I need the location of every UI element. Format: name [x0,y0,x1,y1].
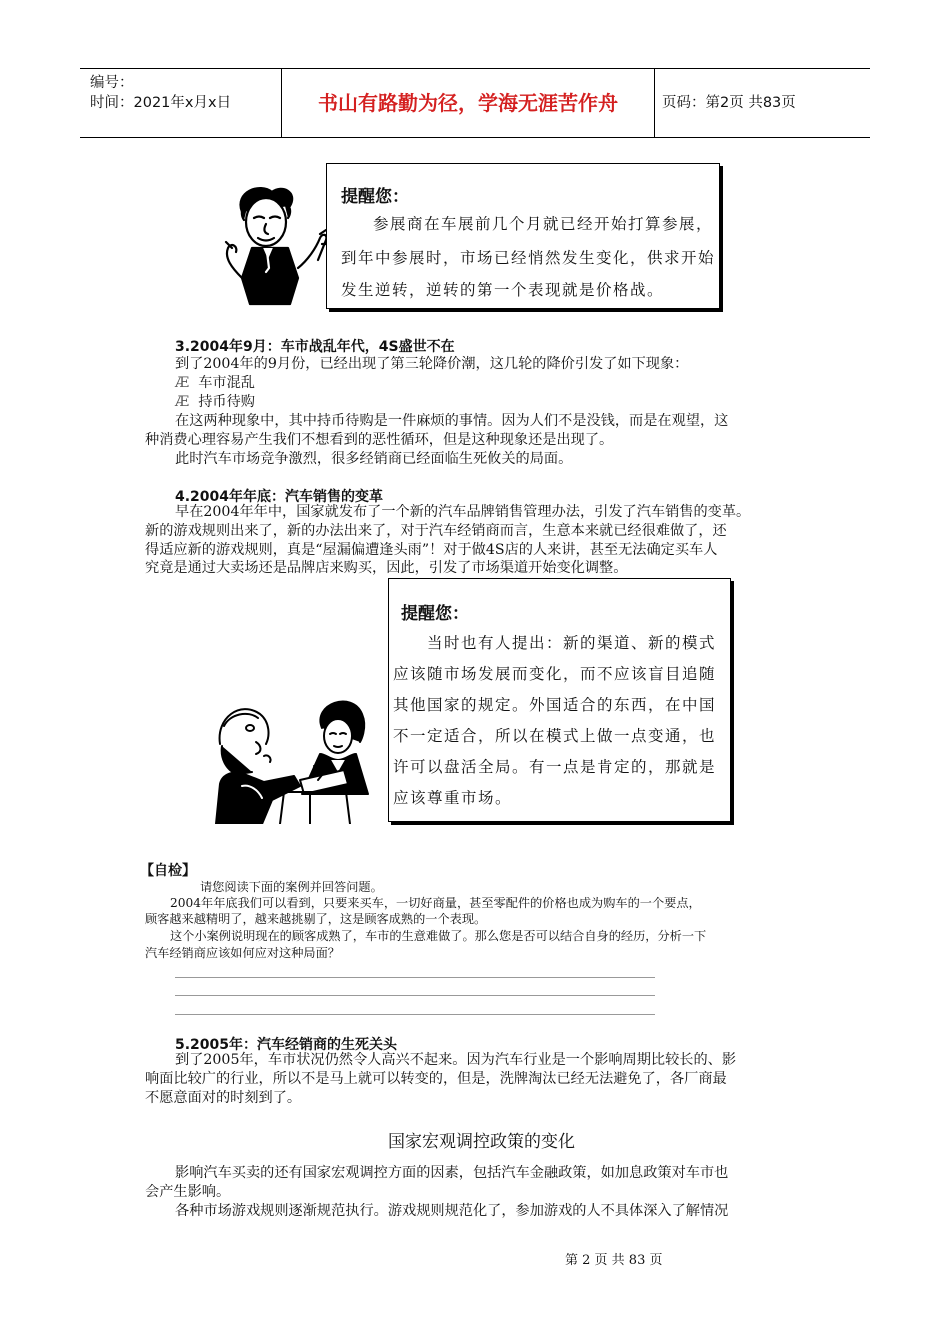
tip-box-2 [388,578,731,822]
paragraph-line: 在这两种现象中，其中持币待购是一件麻烦的事情。因为人们不是没钱，而是在观望，这 [175,413,729,429]
tip-line: 当时也有人提出：新的渠道、新的模式 [427,634,717,652]
selfcheck-line: 顾客越来越精明了，越来越挑剔了，这是顾客成熟的一个表现。 [145,912,487,926]
paragraph-line: 到了2004年的9月份，已经出现了第三轮降价潮，这几轮的降价引发了如下现象： [175,356,689,372]
paragraph-line: 不愿意面对的时刻到了。 [145,1090,302,1106]
section-title: 国家宏观调控政策的变化 [388,1132,575,1152]
header-meta [80,69,282,137]
tip-title: 提醒您： [341,187,409,207]
selfcheck-line: 汽车经销商应该如何应对这种局面？ [145,946,340,960]
bullet-item [175,392,255,412]
page-footer: 第 2 页 共 83 页 [565,1253,663,1268]
paragraph-line: 得适应新的游戏规则，真是“屋漏偏遭逢头雨”！对于做4S店的人来讲，甚至无法确定买车人 [145,542,718,558]
selfcheck-line: 这个小案例说明现在的顾客成熟了，车市的生意难做了。那么您是否可以结合自身的经历，分析一下 [170,929,707,943]
tip-title: 提醒您： [401,604,469,624]
header-page-label: 页码：第2页 共83页 [662,95,796,111]
paragraph-line: 此时汽车市场竞争激烈，很多经销商已经面临生死攸关的局面。 [175,451,573,467]
selfcheck-line: 请您阅读下面的案例并回答问题。 [200,880,383,894]
tip-box-1 [326,163,720,309]
tip-line: 不一定适合，所以在模式上做一点变通，也 [393,727,717,745]
tip-line: 参展商在车展前几个月就已经开始打算参展， [373,215,714,233]
bullet-text: 持币待购 [198,394,255,410]
answer-line[interactable] [175,995,655,996]
bullet-text: 车市混乱 [198,375,255,391]
meeting-illustration [210,694,382,824]
paragraph-line: 影响汽车买卖的还有国家宏观调控方面的因素，包括汽车金融政策，如加息政策对车市也 [175,1165,729,1181]
selfcheck-label: 【自检】 [140,863,196,879]
answer-line[interactable] [175,977,655,978]
doc-time-label: 时间：2021年x月x日 [90,95,232,111]
header-motto: 书山有路勤为径，学海无涯苦作舟 [282,69,655,137]
section-heading: 4.2004年年底：汽车销售的变革 [175,489,384,505]
section-heading: 3.2004年9月：车市战乱年代，4S盛世不在 [175,339,455,355]
paragraph-line: 会产生影响。 [145,1184,231,1200]
paragraph-line: 响面比较广的行业，所以不是马上就可以转变的，但是，洗牌淘汰已经无法避免了，各厂商最 [145,1071,727,1087]
page-header [80,68,870,138]
doc-number-label: 编号： [90,75,134,91]
tip-line: 到年中参展时，市场已经悄然发生变化，供求开始 [341,249,716,267]
paragraph-line: 究竟是通过大卖场还是品牌店来购买，因此，引发了市场渠道开始变化调整。 [145,560,628,576]
paragraph-line: 新的游戏规则出来了，新的办法出来了，对于汽车经销商而言，生意本来就已经很难做了，还 [145,523,727,539]
paragraph-line: 各种市场游戏规则逐渐规范执行。游戏规则规范化了，参加游戏的人不具体深入了解情况 [175,1203,729,1219]
answer-line[interactable] [175,1014,655,1015]
tip-line: 许可以盘活全局。有一点是肯定的，那就是 [393,758,717,776]
tip-line: 发生逆转，逆转的第一个表现就是价格战。 [341,281,665,299]
tip-line: 应该尊重市场。 [393,789,513,807]
tip-line: 其他国家的规定。外国适合的东西，在中国 [393,696,717,714]
bullet-glyph: Æ [175,375,190,391]
tip-line: 应该随市场发展而变化，而不应该盲目追随 [393,665,717,683]
businessman-illustration [220,182,332,308]
paragraph-line: 到了2005年，车市状况仍然令人高兴不起来。因为汽车行业是一个影响周期比较长的、影 [175,1052,737,1068]
paragraph-line: 种消费心理容易产生我们不想看到的恶性循环，但是这种现象还是出现了。 [145,432,614,448]
paragraph-line: 早在2004年年中，国家就发布了一个新的汽车品牌销售管理办法，引发了汽车销售的变革。 [175,504,751,520]
bullet-glyph: Æ [175,394,190,410]
bullet-item [175,373,255,393]
section-heading: 5.2005年：汽车经销商的生死关头 [175,1037,398,1053]
selfcheck-line: 2004年年底我们可以看到，只要来买车，一切好商量，甚至零配件的价格也成为购车的一个要点， [170,896,701,910]
